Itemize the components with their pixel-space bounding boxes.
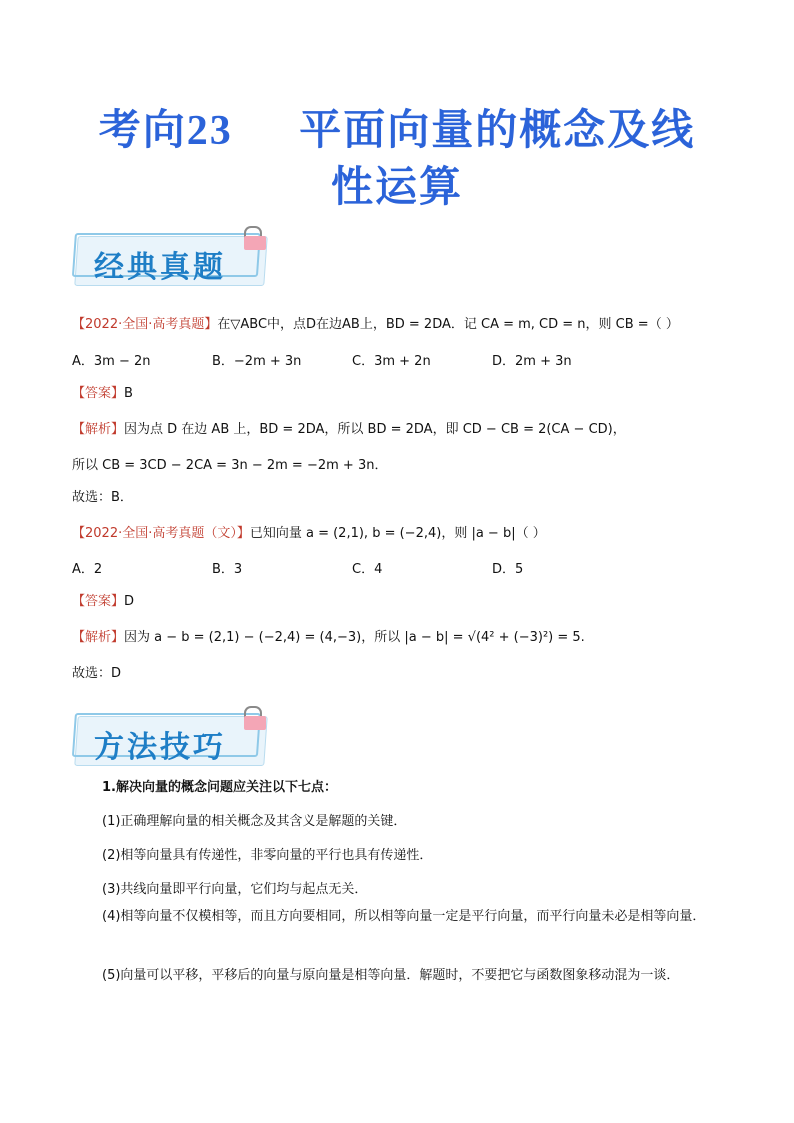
q1-options [72,352,632,372]
section-title-classic: 经典真题 [94,250,226,285]
q1-tag: 【2022·全国·高考真题】 [72,317,218,332]
q1-answer-label: 【答案】 [72,386,125,401]
q1-answer-value: B [124,386,133,401]
q2-answer [72,592,134,612]
method-point-3: (3)共线向量即平行向量，它们均与起点无关． [102,882,368,897]
title-line2: 性运算 [330,162,463,211]
q1-analysis-line1: 因为点 D 在边 AB 上，BD = 2DA，所以 BD = 2DA，即 CD − CB = 2(CA − CD)， [124,422,626,437]
q1-answer [72,384,133,404]
q1-analysis-label: 【解析】 [72,422,125,437]
q1-stem [72,315,679,335]
section-title-method: 方法技巧 [94,730,226,765]
q1-option-a: A．3m − 2n [72,354,151,369]
q1-analysis-line2: 所以 CB = 3CD − 2CA = 3n − 2m = −2m + 3n． [72,458,388,473]
method-point-2: (2)相等向量具有传递性，非零向量的平行也具有传递性． [102,848,433,863]
q2-option-d: D．5 [492,562,524,577]
method-point-5: (5)向量可以平移，平移后的向量与原向量是相等向量．解题时，不要把它与函数图象移动混为一谈． [102,968,680,983]
section-banner-method [76,710,276,768]
section-banner-classic [76,230,276,288]
q1-option-b: B．−2m + 3n [212,354,302,369]
q2-option-a: A．2 [72,562,103,577]
q1-option-c: C．3m + 2n [352,354,431,369]
q2-analysis [72,628,585,648]
q1-option-d: D．2m + 3n [492,354,572,369]
q2-answer-value: D [124,594,135,609]
q1-analysis [72,420,626,440]
q2-stem [72,524,546,544]
q2-conclusion: 故选：D [72,666,122,681]
method-heading: 1.解决向量的概念问题应关注以下七点： [102,780,337,795]
method-point-4: (4)相等向量不仅模相等，而且方向要相同，所以相等向量一定是平行向量，而平行向量未必是相等向量． [102,909,706,924]
q2-answer-label: 【答案】 [72,594,125,609]
clip-tab [244,236,266,250]
q2-analysis-text: 因为 a − b = (2,1) − (−2,4) = (4,−3)，所以 |a − b| = √(4² + (−3)²) = 5. [124,630,585,645]
title-number: 23 [186,108,233,154]
q2-analysis-label: 【解析】 [72,630,125,645]
clip-tab [244,716,266,730]
method-point-1: (1)正确理解向量的相关概念及其含义是解题的关键． [102,814,407,829]
q1-conclusion: 故选：B． [72,490,133,505]
q2-option-b: B．3 [212,562,243,577]
title-line1: 平面向量的概念及线 [299,105,696,154]
q2-options [72,560,632,580]
q1-stem-text: 在▽ABC中，点D在边AB上，BD = 2DA．记 CA = m, CD = n，则 CB =（ ） [217,317,679,332]
title-prefix: 考向 [98,105,187,154]
page-title [0,102,794,215]
q2-stem-text: 已知向量 a = (2,1), b = (−2,4)，则 |a − b|（ ） [249,526,546,541]
q2-tag: 【2022·全国·高考真题（文）】 [72,526,250,541]
q2-option-c: C．4 [352,562,383,577]
